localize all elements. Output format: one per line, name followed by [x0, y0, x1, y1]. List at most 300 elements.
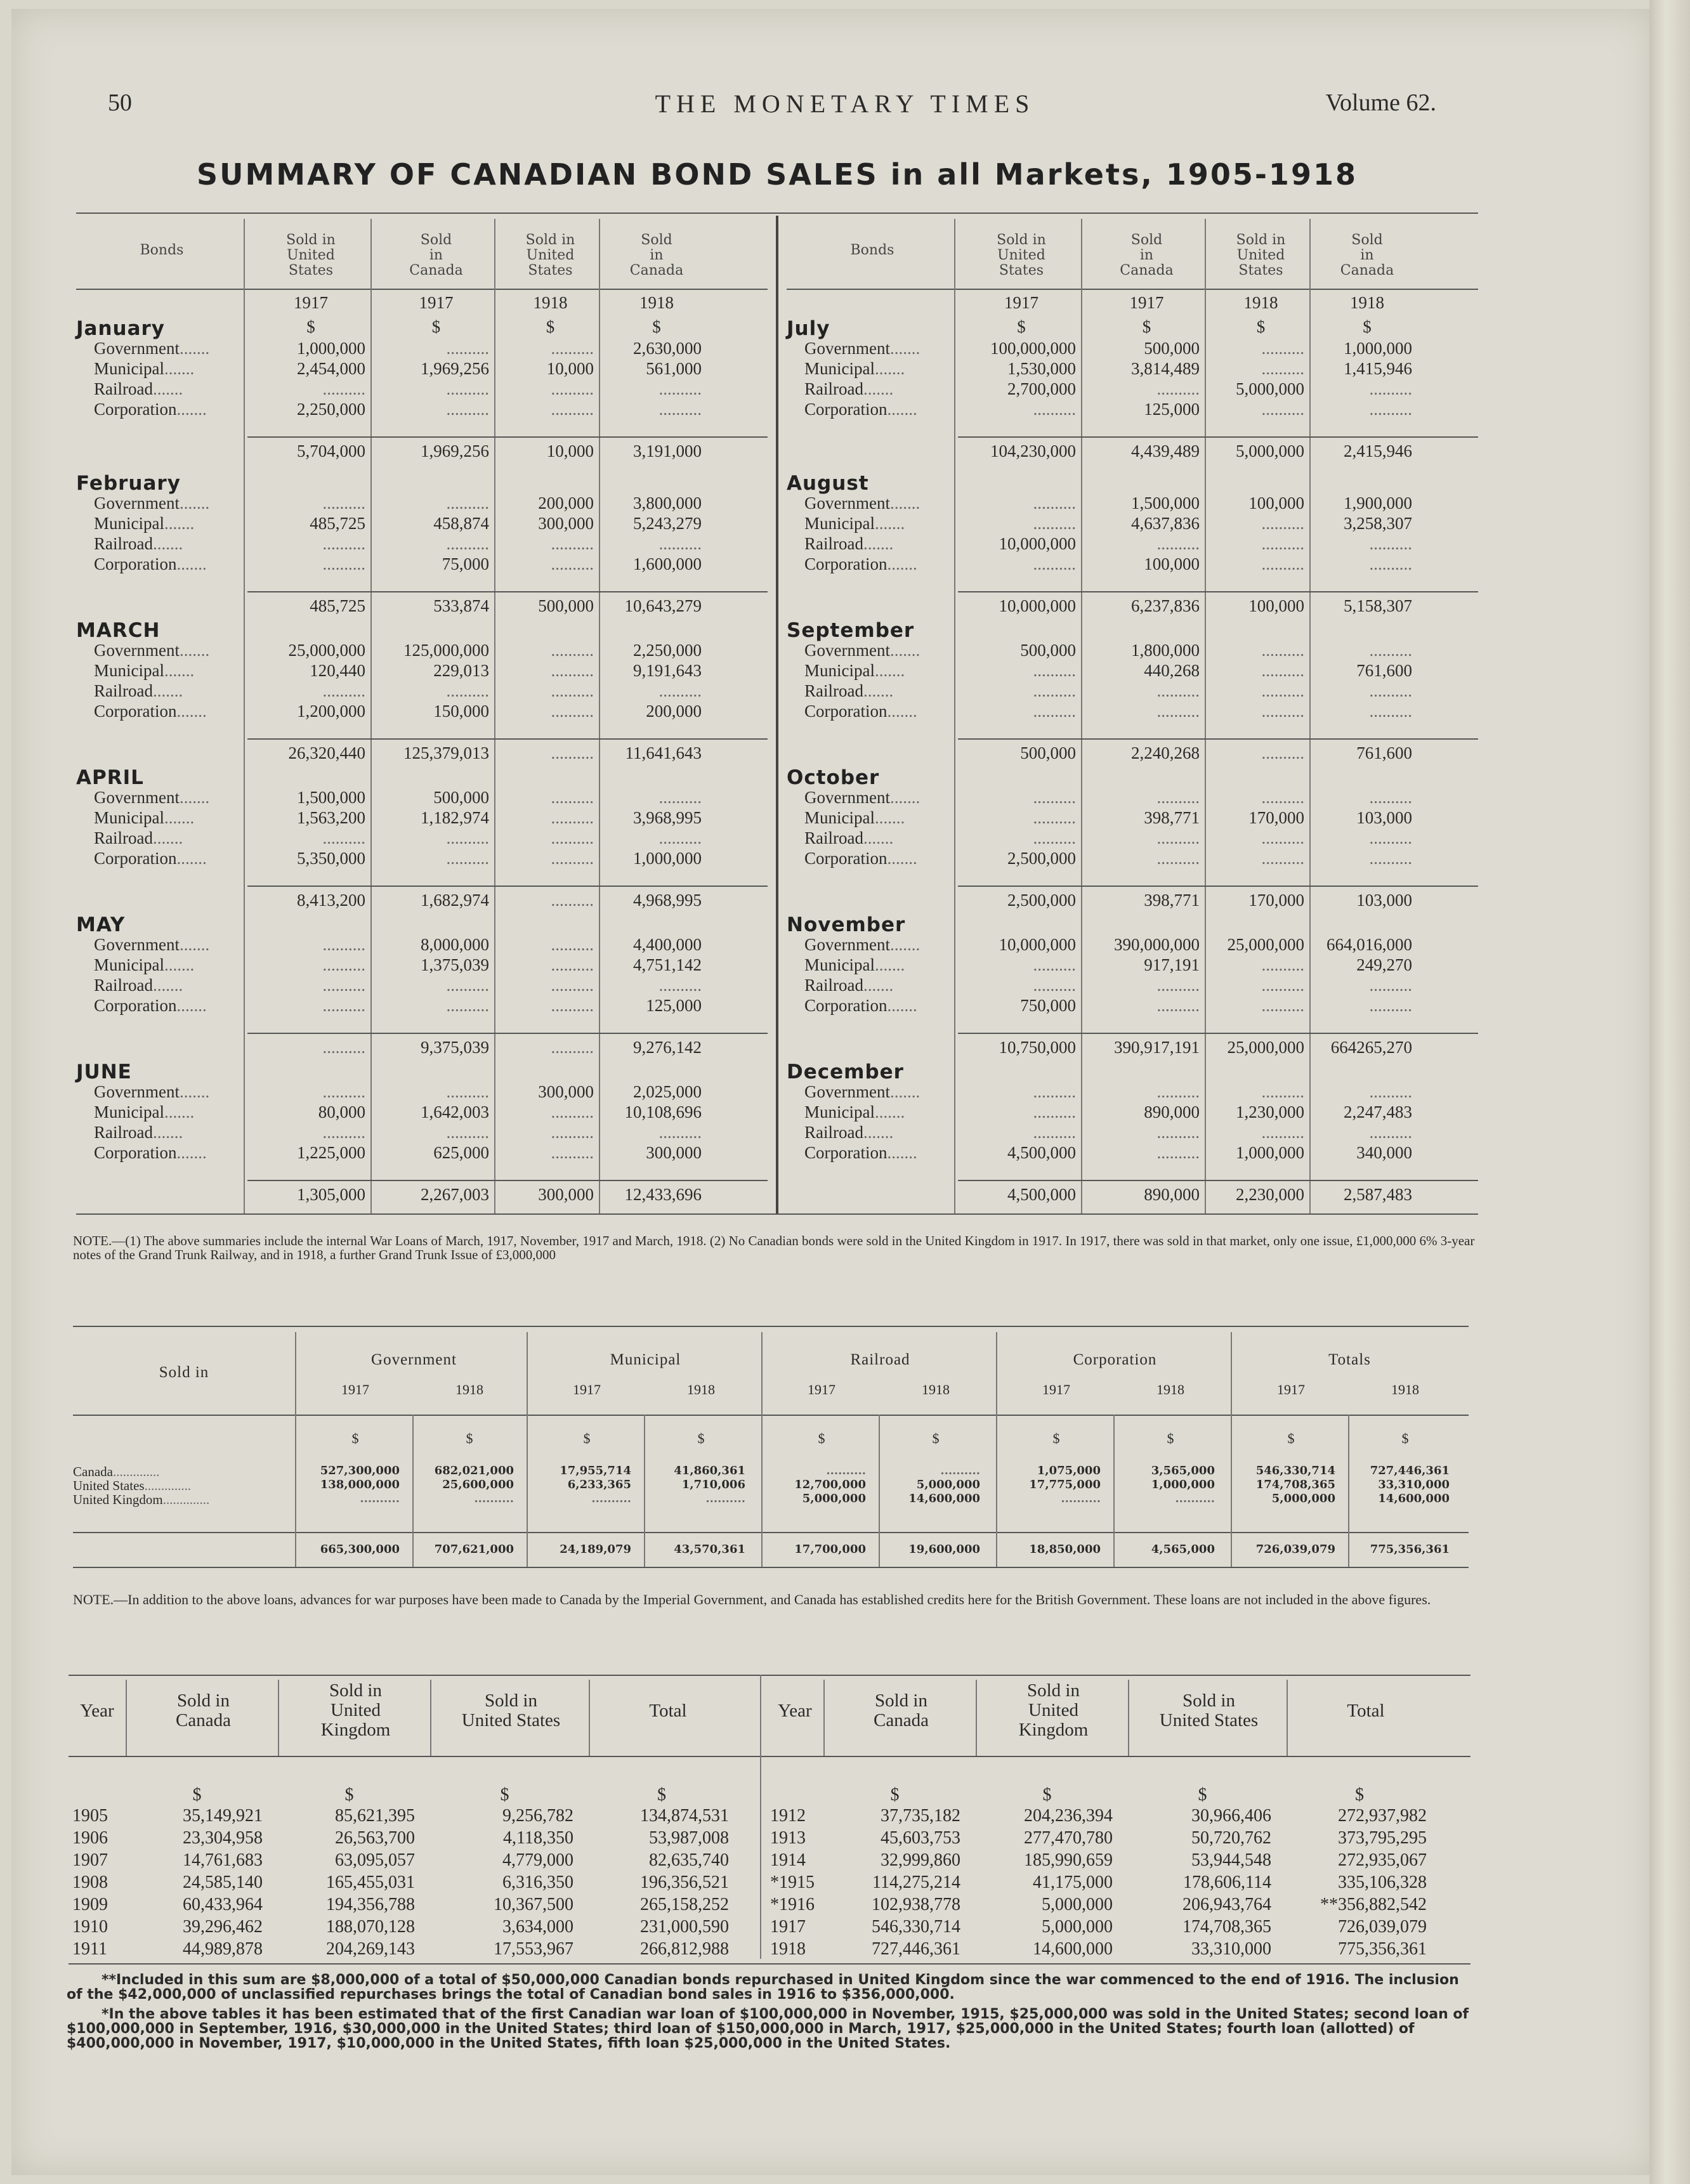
row-label-corporation: [804, 554, 917, 574]
value-cell: ..........: [1156, 702, 1200, 721]
row-label-government: [804, 494, 920, 513]
total-cell: 2,415,946: [1344, 441, 1412, 461]
value-cell: 165,455,031: [326, 1873, 415, 1892]
row-label-railroad: [94, 1123, 183, 1142]
value-cell: 138,000,000: [320, 1478, 400, 1491]
leader-dots: ..............: [112, 1464, 160, 1479]
value-cell: 103,000: [1356, 808, 1412, 827]
value-cell: ..........: [551, 849, 594, 868]
total-rule: [958, 1180, 1478, 1181]
total-cell: 19,600,000: [908, 1543, 980, 1556]
header-word: in: [1360, 247, 1374, 263]
value-cell: 2,700,000: [1007, 379, 1076, 398]
row-label-text: Municipal: [94, 1102, 164, 1121]
year-header: 1918: [1156, 1382, 1184, 1397]
value-cell: 1,200,000: [297, 702, 365, 721]
value-cell: ..........: [1261, 534, 1304, 553]
value-cell: 2,250,000: [633, 641, 702, 660]
total-cell: 500,000: [1020, 743, 1076, 762]
value-cell: 249,270: [1356, 955, 1412, 974]
header-word: Canada: [409, 263, 463, 278]
value-cell: 300,000: [538, 514, 594, 533]
total-cell: 2,587,483: [1344, 1185, 1412, 1204]
leader-dots: .......: [887, 554, 917, 573]
row-label-text: Railroad: [804, 828, 863, 847]
volume-label: Volume 62.: [1325, 89, 1436, 116]
header-word: United: [1028, 1700, 1078, 1720]
value-cell: 200,000: [646, 702, 702, 721]
value-cell: 206,943,764: [1182, 1895, 1271, 1914]
row-label-corporation: [94, 849, 207, 868]
value-cell: ..........: [1261, 554, 1304, 573]
value-cell: 114,275,214: [872, 1873, 960, 1892]
value-cell: 4,118,350: [503, 1828, 573, 1848]
leader-dots: .......: [176, 702, 207, 721]
dollar-sign: $: [192, 1785, 202, 1805]
row-label-text: Corporation: [804, 849, 888, 868]
row-label-corporation: [94, 400, 207, 419]
value-cell: **356,882,542: [1320, 1895, 1427, 1914]
row-label-text: Municipal: [804, 514, 875, 533]
value-cell: ..........: [1156, 828, 1200, 847]
total-cell: 664265,270: [1330, 1038, 1412, 1057]
column-header-uk: [281, 1681, 430, 1740]
header-word: United: [997, 247, 1045, 263]
value-cell: 546,330,714: [1255, 1464, 1335, 1477]
leader-dots: .......: [887, 400, 917, 419]
total-cell: 4,500,000: [1007, 1185, 1076, 1204]
value-cell: 277,470,780: [1024, 1828, 1113, 1848]
value-cell: 10,108,696: [624, 1102, 702, 1121]
value-cell: 174,708,365: [1182, 1917, 1271, 1937]
value-cell: ..........: [1261, 996, 1304, 1015]
value-cell: ..........: [1033, 494, 1076, 513]
row-label-text: Corporation: [804, 702, 888, 721]
group-rule: [996, 1332, 997, 1567]
header-word: Canada: [1340, 263, 1394, 278]
value-cell: ..........: [1261, 976, 1304, 995]
value-cell: ..........: [551, 828, 594, 847]
total-cell: ..........: [551, 891, 594, 910]
year-header: 1918: [922, 1382, 950, 1397]
value-cell: 440,268: [1144, 661, 1200, 680]
value-cell: 14,600,000: [908, 1492, 980, 1505]
value-cell: ..........: [1156, 788, 1200, 807]
total-cell: 10,000: [546, 441, 594, 461]
column-header: [603, 233, 711, 278]
total-rule: [958, 436, 1478, 438]
value-cell: 727,446,361: [1370, 1464, 1450, 1477]
value-cell: 125,000: [1144, 400, 1200, 419]
row-label-text: Municipal: [804, 955, 875, 974]
value-cell: 2,025,000: [633, 1082, 702, 1101]
value-cell: 890,000: [1144, 1102, 1200, 1121]
row-label-text: Government: [94, 788, 180, 807]
table-bottom-rule: [76, 1213, 1478, 1215]
value-cell: ..........: [551, 788, 594, 807]
month-name: January: [76, 317, 166, 340]
value-cell: 2,247,483: [1344, 1102, 1412, 1121]
total-cell: ..........: [1261, 743, 1304, 762]
value-cell: 1,642,003: [421, 1102, 489, 1121]
value-cell: ..........: [1369, 534, 1412, 553]
year-header: 1917: [1277, 1382, 1305, 1397]
header-word: Sold in: [485, 1690, 537, 1711]
value-cell: 50,720,762: [1191, 1828, 1271, 1848]
row-label-government: [94, 339, 209, 358]
dollar-sign: $: [697, 1430, 705, 1446]
running-head: THE MONETARY TIMES: [655, 89, 1035, 118]
value-cell: 10,000,000: [999, 935, 1076, 954]
value-cell: ..........: [1369, 849, 1412, 868]
header-rule: [69, 1756, 1471, 1757]
month-name: September: [787, 619, 915, 642]
leader-dots: .......: [863, 681, 894, 700]
header-word: Kingdom: [320, 1720, 391, 1740]
month-name: July: [787, 317, 830, 340]
header-word: Sold in: [1027, 1680, 1080, 1701]
dollar-sign: $: [1167, 1430, 1174, 1446]
value-cell: 775,356,361: [1338, 1939, 1427, 1959]
year-cell: 1913: [770, 1828, 806, 1848]
header-word: United States: [1159, 1710, 1259, 1730]
value-cell: 45,603,753: [881, 1828, 960, 1848]
footnote-double-star: **Included in this sum are $8,000,000 of a total of $50,000,000 Canadian bonds repurchased in United Kingdom since the war commenced to the end of 1916. The inclusion of the $42,000,000 of unclassified repurchases brings the total of Canadian bond sales in 1916 to $356,000,000.: [67, 1972, 1459, 2003]
leader-dots: .......: [887, 996, 917, 1015]
year-cell: *1916: [770, 1895, 815, 1914]
row-label-corporation: [804, 702, 917, 721]
total-cell: 485,725: [310, 596, 365, 615]
header-word: Canada: [1120, 263, 1174, 278]
leader-dots: .......: [164, 661, 195, 680]
column-header-total: Total: [1347, 1701, 1385, 1721]
value-cell: ..........: [446, 339, 489, 358]
value-cell: 1,800,000: [1131, 641, 1200, 660]
header-word: Sold in: [875, 1690, 927, 1711]
value-cell: 335,106,328: [1338, 1873, 1427, 1892]
value-cell: ..........: [1033, 554, 1076, 573]
row-label-text: Railroad: [804, 681, 863, 700]
month-block-july: [787, 293, 1478, 464]
value-cell: 1,225,000: [297, 1143, 365, 1162]
total-cell: 10,750,000: [999, 1038, 1076, 1057]
value-cell: ..........: [705, 1492, 745, 1505]
value-cell: ..........: [474, 1492, 514, 1505]
year-label: 1918: [1350, 293, 1384, 312]
group-header: Corporation: [1073, 1351, 1157, 1368]
header-rule: [787, 289, 1478, 290]
row-label-corporation: [804, 1143, 917, 1163]
row-label-municipal: [804, 661, 905, 681]
group-rule: [1231, 1332, 1232, 1567]
value-cell: 24,585,140: [183, 1873, 263, 1892]
total-cell: 103,000: [1356, 891, 1412, 910]
value-cell: 3,800,000: [633, 494, 702, 513]
total-cell: 2,230,000: [1236, 1185, 1304, 1204]
row-label-municipal: [94, 661, 194, 681]
column-header-ca: [827, 1691, 976, 1730]
month-name: MAY: [76, 913, 126, 936]
header-word: Sold in: [1236, 232, 1286, 248]
year-cell: 1918: [770, 1939, 806, 1959]
row-label-text: Municipal: [94, 808, 164, 827]
leader-dots: .......: [152, 379, 183, 398]
value-cell: ..........: [1156, 1143, 1200, 1162]
row-label: [73, 1492, 209, 1508]
leader-dots: .......: [874, 1102, 905, 1121]
value-cell: 188,070,128: [326, 1917, 415, 1937]
column-rule: [1128, 1680, 1129, 1756]
year-label: 1918: [1243, 293, 1278, 312]
total-cell: 533,874: [433, 596, 489, 615]
column-header-us: [433, 1691, 589, 1730]
dollar-sign: $: [1287, 1430, 1295, 1446]
row-label-text: Municipal: [94, 359, 164, 378]
value-cell: ..........: [322, 1082, 365, 1101]
leader-dots: .......: [179, 339, 210, 358]
value-cell: 170,000: [1248, 808, 1304, 827]
dollar-sign: $: [818, 1430, 825, 1446]
value-cell: 2,630,000: [633, 339, 702, 358]
value-cell: ..........: [551, 661, 594, 680]
row-label-government: [94, 494, 209, 513]
month-name: August: [787, 472, 869, 495]
value-cell: ..........: [1156, 1082, 1200, 1101]
total-cell: 10,000,000: [999, 596, 1076, 615]
value-cell: ..........: [1261, 828, 1304, 847]
total-cell: ..........: [551, 743, 594, 762]
total-cell: 1,305,000: [297, 1185, 365, 1204]
value-cell: 761,600: [1356, 661, 1412, 680]
row-label-text: Railroad: [94, 1123, 153, 1142]
row-label-railroad: [804, 681, 893, 701]
value-cell: ..........: [1033, 808, 1076, 827]
header-word: States: [999, 263, 1044, 278]
dollar-sign: $: [344, 1785, 354, 1805]
year-label: 1917: [294, 293, 328, 312]
row-label-corporation: [94, 1143, 207, 1163]
value-cell: 25,000,000: [288, 641, 365, 660]
leader-dots: .......: [152, 681, 183, 700]
value-cell: 2,250,000: [297, 400, 365, 419]
value-cell: 32,999,860: [881, 1850, 960, 1870]
value-cell: ..........: [1156, 379, 1200, 398]
total-cell: 2,500,000: [1007, 891, 1076, 910]
row-label-text: Railroad: [804, 379, 863, 398]
value-cell: 53,987,008: [649, 1828, 729, 1848]
row-label-municipal: [94, 808, 194, 828]
value-cell: ..........: [551, 641, 594, 660]
value-cell: ..........: [551, 534, 594, 553]
header-word: Sold: [1130, 232, 1163, 248]
header-word: United: [526, 247, 575, 263]
header-word: Sold: [641, 232, 672, 248]
year-label: 1917: [1129, 293, 1164, 312]
value-cell: 150,000: [433, 702, 489, 721]
row-label-government: [94, 641, 209, 660]
value-cell: 3,258,307: [1344, 514, 1412, 533]
value-cell: 2,454,000: [297, 359, 365, 378]
year-label: 1918: [639, 293, 674, 312]
leader-dots: ..............: [162, 1492, 210, 1507]
value-cell: 37,735,182: [881, 1806, 960, 1826]
year-header: 1917: [808, 1382, 835, 1397]
value-cell: ..........: [551, 339, 594, 358]
dollar-sign: $: [500, 1785, 509, 1805]
row-label-text: Corporation: [804, 554, 888, 573]
column-rule: [823, 1680, 825, 1756]
dollar-sign: $: [431, 317, 441, 336]
row-label-railroad: [804, 1123, 893, 1142]
value-cell: 33,310,000: [1191, 1939, 1271, 1959]
total-cell: 25,000,000: [1227, 1038, 1304, 1057]
dollar-sign: $: [583, 1430, 591, 1446]
value-cell: ..........: [551, 1102, 594, 1121]
value-cell: 546,330,714: [872, 1917, 960, 1937]
value-cell: ..........: [1369, 379, 1412, 398]
row-label-text: Municipal: [804, 661, 875, 680]
dollar-sign: $: [1042, 1785, 1052, 1805]
row-label-text: Government: [94, 641, 180, 660]
header-word: Sold: [1351, 232, 1383, 248]
total-cell: 500,000: [538, 596, 594, 615]
leader-dots: .......: [152, 976, 183, 995]
row-label-text: Municipal: [804, 359, 875, 378]
row-label-municipal: [94, 1102, 194, 1122]
leader-dots: .......: [179, 641, 210, 660]
value-cell: 200,000: [538, 494, 594, 513]
total-cell: 775,356,361: [1370, 1543, 1450, 1556]
page-title: SUMMARY OF CANADIAN BOND SALES in all Markets, 1905-1918: [197, 157, 1358, 192]
value-cell: 17,553,967: [494, 1939, 573, 1959]
month-name: October: [787, 766, 880, 789]
header-word: United: [287, 247, 335, 263]
value-cell: ..........: [658, 976, 702, 995]
value-cell: ..........: [322, 1123, 365, 1142]
leader-dots: .......: [179, 1082, 210, 1101]
value-cell: ..........: [1033, 955, 1076, 974]
value-cell: ..........: [360, 1492, 400, 1505]
value-cell: 1,710,006: [681, 1478, 745, 1491]
value-cell: ..........: [1033, 828, 1076, 847]
value-cell: 1,000,000: [1151, 1478, 1215, 1491]
row-label-text: Railroad: [94, 976, 153, 995]
group-rule: [295, 1332, 296, 1567]
dollar-sign: $: [351, 1430, 359, 1446]
value-cell: ..........: [322, 534, 365, 553]
value-cell: 265,158,252: [640, 1895, 729, 1914]
value-cell: 196,356,521: [640, 1873, 729, 1892]
note-war-loans: NOTE.—(1) The above summaries include the internal War Loans of March, 1917, November, 1917 and March, 1918. (2) No Canadian bonds were sold in the United Kingdom in 1917. In 1917, there was sold in that market, only one issue, £1,000,000 6% 3-year notes of the Grand Trunk Railway, and in 1918, a further Grand Trunk Issue of £3,000,000: [73, 1233, 1475, 1262]
value-cell: 60,433,964: [183, 1895, 263, 1914]
value-cell: ..........: [551, 935, 594, 954]
value-cell: 272,937,982: [1338, 1806, 1427, 1826]
year-header: 1917: [1042, 1382, 1070, 1397]
row-label-text: Government: [94, 935, 180, 954]
value-cell: 750,000: [1020, 996, 1076, 1015]
value-cell: 1,075,000: [1037, 1464, 1101, 1477]
header-word: Canada: [874, 1710, 929, 1730]
sold-in-header: Sold in: [159, 1364, 209, 1381]
total-cell: 43,570,361: [674, 1543, 745, 1556]
value-cell: 500,000: [1144, 339, 1200, 358]
leader-dots: .......: [164, 955, 195, 974]
value-cell: ..........: [1033, 1082, 1076, 1101]
value-cell: 266,812,988: [640, 1939, 729, 1959]
total-cell: 17,700,000: [794, 1543, 866, 1556]
total-cell: 726,039,079: [1255, 1543, 1335, 1556]
leader-dots: .......: [164, 808, 195, 827]
value-cell: ..........: [1369, 788, 1412, 807]
value-cell: 500,000: [1020, 641, 1076, 660]
leader-dots: .......: [874, 955, 905, 974]
total-cell: 100,000: [1248, 596, 1304, 615]
total-cell: 12,433,696: [624, 1185, 702, 1204]
total-cell: 26,320,440: [288, 743, 365, 762]
value-cell: ..........: [551, 976, 594, 995]
value-cell: 9,191,643: [633, 661, 702, 680]
row-label-text: Railroad: [94, 379, 153, 398]
note-imperial-advances: NOTE.—In addition to the above loans, advances for war purposes have been made to Canada by the Imperial Government, and Canada has established credits here for the British Government. These loans are not included in the above figures.: [73, 1592, 1431, 1607]
row-label-railroad: [94, 828, 183, 848]
total-cell: 4,968,995: [633, 891, 702, 910]
value-cell: 3,565,000: [1151, 1464, 1215, 1477]
total-rule: [958, 1033, 1478, 1034]
year-cell: 1907: [72, 1850, 108, 1870]
header-word: Canada: [176, 1710, 231, 1730]
row-label-government: [94, 1082, 209, 1102]
value-cell: 1,000,000: [297, 339, 365, 358]
value-cell: ..........: [1369, 1123, 1412, 1142]
market-summary-table: [73, 1313, 1469, 1567]
column-header: [498, 233, 603, 278]
value-cell: 82,635,740: [649, 1850, 729, 1870]
annual-bond-sales-table: [69, 1675, 1471, 1966]
year-label: 1917: [419, 293, 454, 312]
leader-dots: .......: [889, 494, 920, 513]
value-cell: 8,000,000: [421, 935, 489, 954]
column-rule: [430, 1680, 431, 1756]
center-divider: [776, 216, 778, 1215]
row-label-text: Municipal: [804, 808, 875, 827]
value-cell: ..........: [1156, 976, 1200, 995]
value-cell: ..........: [322, 494, 365, 513]
row-label-text: Government: [804, 1082, 890, 1101]
row-label-railroad: [94, 379, 183, 399]
value-cell: ..........: [1261, 1082, 1304, 1101]
row-label-text: Government: [94, 494, 180, 513]
group-rule: [761, 1332, 763, 1567]
value-cell: 100,000: [1248, 494, 1304, 513]
row-label-text: Railroad: [804, 976, 863, 995]
month-block-december: [787, 1053, 1478, 1204]
value-cell: ..........: [1369, 641, 1412, 660]
row-label-text: Government: [804, 788, 890, 807]
value-cell: 5,000,000: [802, 1492, 866, 1505]
value-cell: ..........: [658, 788, 702, 807]
value-cell: 1,500,000: [1131, 494, 1200, 513]
row-label-text: United States: [73, 1478, 145, 1493]
value-cell: 204,236,394: [1024, 1806, 1113, 1826]
value-cell: ..........: [658, 828, 702, 847]
value-cell: 1,900,000: [1344, 494, 1412, 513]
month-block-march: [76, 611, 768, 762]
top-rule: [69, 1675, 1471, 1676]
row-label-text: Railroad: [94, 828, 153, 847]
value-cell: ..........: [551, 400, 594, 419]
value-cell: ..........: [551, 1143, 594, 1162]
row-label-text: Corporation: [94, 554, 177, 573]
